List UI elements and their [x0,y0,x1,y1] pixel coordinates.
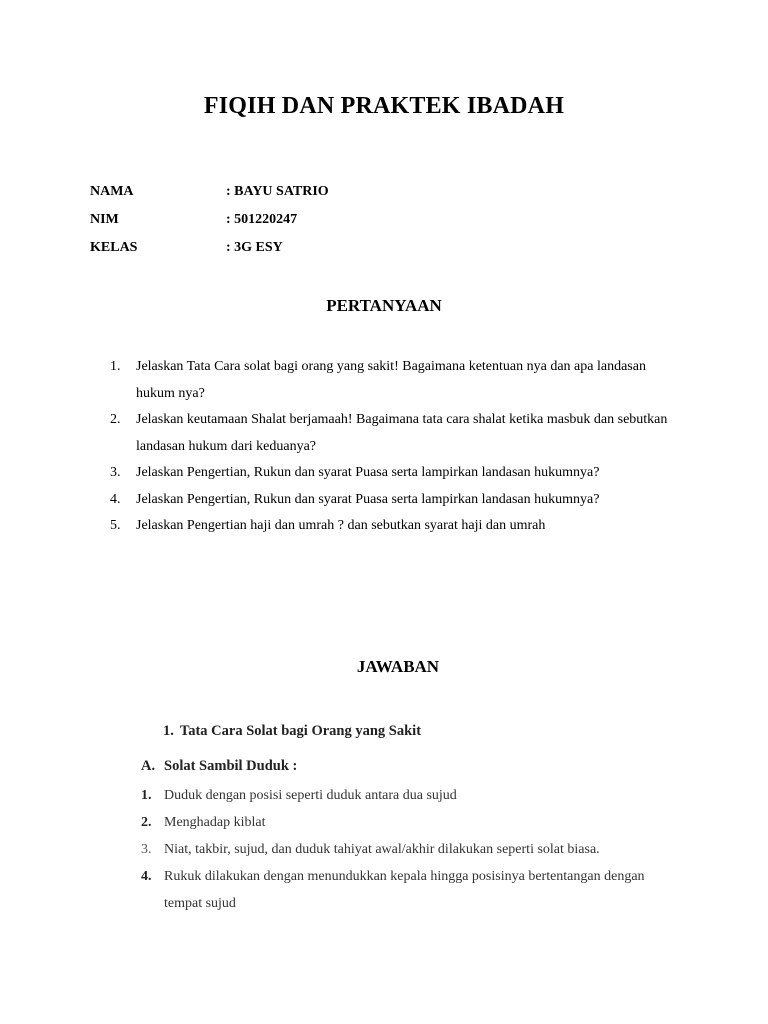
questions-list [110,354,670,540]
info-label: NIM [90,212,119,227]
answer-step-text: Menghadap kiblat [164,815,266,830]
answer-step [141,809,661,836]
question-item [110,354,670,407]
answer-step [141,782,661,809]
answer-step [141,863,661,917]
info-value: : BAYU SATRIO [226,184,329,199]
question-text: Jelaskan Pengertian, Rukun dan syarat Puasa serta lampirkan landasan hukumnya? [136,491,600,507]
answer-section-number: 1. [163,723,174,739]
question-text: Jelaskan Pengertian haji dan umrah ? dan sebutkan syarat haji dan umrah [136,518,546,533]
answer-step-number: 1. [141,788,152,803]
info-row-kelas [90,240,283,256]
answer-step [141,836,661,863]
answer-step-text: Rukuk dilakukan dengan menundukkan kepala hingga posisinya bertentangan dengan tempat sujud [164,869,645,911]
questions-heading: PERTANYAAN [326,296,442,315]
info-label: NAMA [90,184,134,199]
info-row-nim [90,212,297,228]
answer-step-text: Niat, takbir, sujud, dan duduk tahiyat awal/akhir dilakukan seperti solat biasa. [164,842,600,857]
answer-sub-heading [141,758,297,775]
question-item [110,407,670,460]
question-item [110,460,670,487]
answer-step-text: Duduk dengan posisi seperti duduk antara dua sujud [164,788,457,803]
answer-step-number: 4. [141,869,152,884]
answer-sub-letter: A. [141,758,156,774]
answer-section-heading [163,723,421,740]
answer-steps-list [141,782,661,917]
question-text: Jelaskan Pengertian, Rukun dan syarat Puasa serta lampirkan landasan hukumnya? [136,465,600,480]
question-text: Jelaskan Tata Cara solat bagi orang yang sakit! Bagaimana ketentuan nya dan apa landasan hukum nya? [136,359,646,401]
info-value: : 501220247 [226,212,298,227]
info-label: KELAS [90,240,138,255]
question-number: 2. [110,412,121,427]
document-title: FIQIH DAN PRAKTEK IBADAH [203,93,565,119]
question-number: 3. [110,465,121,480]
question-number: 4. [110,491,121,507]
answer-section-title: Tata Cara Solat bagi Orang yang Sakit [179,723,422,739]
info-row-nama [90,184,329,200]
question-text: Jelaskan keutamaan Shalat berjamaah! Bagaimana tata cara shalat ketika masbuk dan sebutkan landasan hukum dari keduanya? [136,412,668,454]
question-number: 1. [110,359,121,374]
answers-heading: JAWABAN [356,657,440,676]
question-number: 5. [110,518,121,533]
question-item [110,513,670,540]
answer-sub-title: Solat Sambil Duduk : [164,758,298,774]
answer-step-number: 3. [141,842,152,857]
info-value: : 3G ESY [226,240,283,255]
question-item [110,487,670,514]
answer-step-number: 2. [141,815,152,830]
